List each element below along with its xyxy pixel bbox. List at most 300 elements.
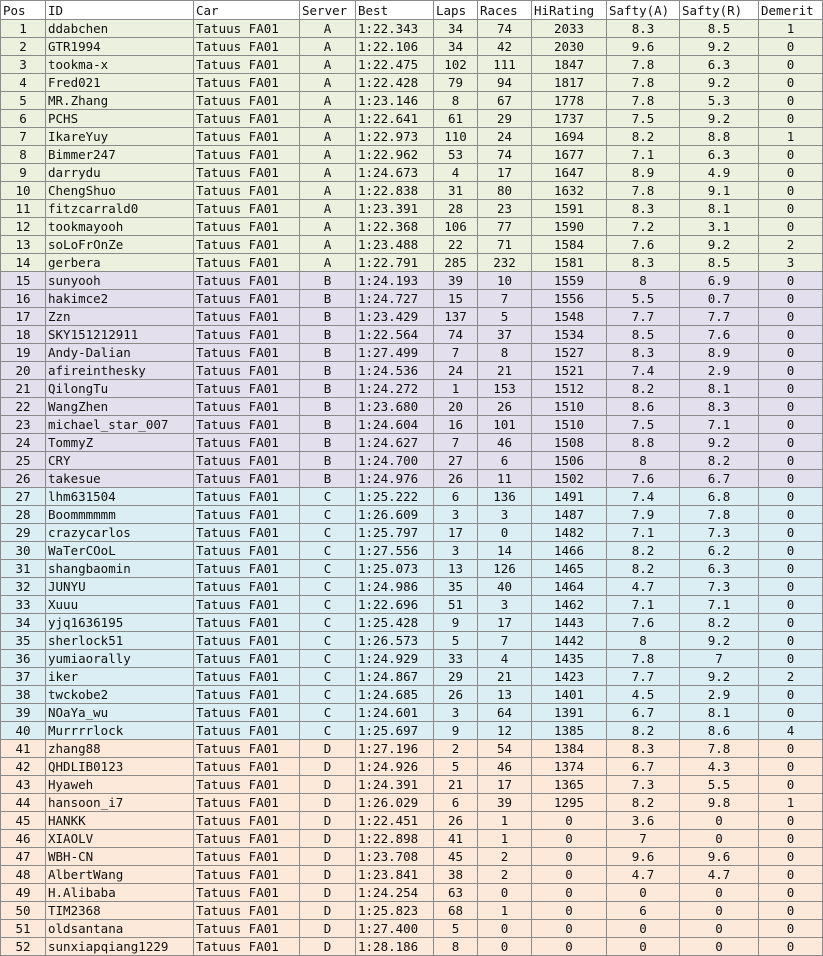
table-row bbox=[1, 938, 823, 956]
cell-demerit: 0 bbox=[759, 290, 823, 308]
cell-server: D bbox=[300, 812, 356, 830]
cell-demerit: 0 bbox=[759, 740, 823, 758]
table-row bbox=[1, 668, 823, 686]
cell-id: darrydu bbox=[46, 164, 194, 182]
cell-server: A bbox=[300, 20, 356, 38]
cell-hirating: 1487 bbox=[532, 506, 607, 524]
cell-demerit: 0 bbox=[759, 920, 823, 938]
cell-demerit: 0 bbox=[759, 38, 823, 56]
cell-server: B bbox=[300, 416, 356, 434]
cell-server: B bbox=[300, 290, 356, 308]
cell-pos: 3 bbox=[1, 56, 46, 74]
cell-safty-r: 9.2 bbox=[680, 110, 759, 128]
cell-server: A bbox=[300, 110, 356, 128]
cell-pos: 46 bbox=[1, 830, 46, 848]
cell-safty-r: 4.3 bbox=[680, 758, 759, 776]
cell-pos: 29 bbox=[1, 524, 46, 542]
cell-demerit: 0 bbox=[759, 614, 823, 632]
cell-laps: 20 bbox=[434, 398, 478, 416]
cell-races: 42 bbox=[478, 38, 532, 56]
cell-safty-a: 8 bbox=[607, 272, 680, 290]
cell-pos: 4 bbox=[1, 74, 46, 92]
cell-safty-a: 8.6 bbox=[607, 398, 680, 416]
cell-races: 17 bbox=[478, 164, 532, 182]
cell-demerit: 2 bbox=[759, 236, 823, 254]
cell-safty-r: 2.9 bbox=[680, 686, 759, 704]
cell-hirating: 1462 bbox=[532, 596, 607, 614]
cell-best: 1:24.976 bbox=[356, 470, 434, 488]
cell-id: Boommmmmm bbox=[46, 506, 194, 524]
table-row bbox=[1, 506, 823, 524]
cell-demerit: 0 bbox=[759, 452, 823, 470]
cell-best: 1:22.962 bbox=[356, 146, 434, 164]
cell-server: D bbox=[300, 848, 356, 866]
cell-id: michael_star_007 bbox=[46, 416, 194, 434]
cell-demerit: 0 bbox=[759, 110, 823, 128]
cell-laps: 74 bbox=[434, 326, 478, 344]
cell-best: 1:23.391 bbox=[356, 200, 434, 218]
cell-best: 1:27.556 bbox=[356, 542, 434, 560]
cell-car: Tatuus FA01 bbox=[194, 560, 300, 578]
cell-pos: 32 bbox=[1, 578, 46, 596]
cell-laps: 17 bbox=[434, 524, 478, 542]
cell-safty-a: 4.5 bbox=[607, 686, 680, 704]
cell-best: 1:25.428 bbox=[356, 614, 434, 632]
cell-hirating: 1442 bbox=[532, 632, 607, 650]
cell-laps: 29 bbox=[434, 668, 478, 686]
cell-car: Tatuus FA01 bbox=[194, 614, 300, 632]
table-row bbox=[1, 254, 823, 272]
cell-pos: 15 bbox=[1, 272, 46, 290]
cell-races: 29 bbox=[478, 110, 532, 128]
cell-races: 71 bbox=[478, 236, 532, 254]
cell-races: 2 bbox=[478, 866, 532, 884]
cell-pos: 13 bbox=[1, 236, 46, 254]
cell-demerit: 0 bbox=[759, 542, 823, 560]
cell-id: QilongTu bbox=[46, 380, 194, 398]
cell-safty-r: 4.9 bbox=[680, 164, 759, 182]
cell-hirating: 1581 bbox=[532, 254, 607, 272]
cell-pos: 37 bbox=[1, 668, 46, 686]
cell-races: 64 bbox=[478, 704, 532, 722]
cell-laps: 38 bbox=[434, 866, 478, 884]
cell-best: 1:24.627 bbox=[356, 434, 434, 452]
cell-hirating: 1556 bbox=[532, 290, 607, 308]
cell-safty-r: 9.6 bbox=[680, 848, 759, 866]
cell-server: A bbox=[300, 128, 356, 146]
cell-laps: 68 bbox=[434, 902, 478, 920]
cell-races: 17 bbox=[478, 776, 532, 794]
cell-id: yjq1636195 bbox=[46, 614, 194, 632]
cell-car: Tatuus FA01 bbox=[194, 470, 300, 488]
cell-safty-r: 7.8 bbox=[680, 506, 759, 524]
cell-id: WaTerCOoL bbox=[46, 542, 194, 560]
cell-laps: 51 bbox=[434, 596, 478, 614]
cell-car: Tatuus FA01 bbox=[194, 722, 300, 740]
cell-server: A bbox=[300, 254, 356, 272]
cell-server: D bbox=[300, 866, 356, 884]
table-row bbox=[1, 344, 823, 362]
cell-demerit: 3 bbox=[759, 254, 823, 272]
cell-races: 80 bbox=[478, 182, 532, 200]
cell-car: Tatuus FA01 bbox=[194, 758, 300, 776]
cell-demerit: 0 bbox=[759, 596, 823, 614]
cell-pos: 41 bbox=[1, 740, 46, 758]
cell-car: Tatuus FA01 bbox=[194, 794, 300, 812]
cell-hirating: 0 bbox=[532, 902, 607, 920]
cell-id: WBH-CN bbox=[46, 848, 194, 866]
cell-server: C bbox=[300, 524, 356, 542]
cell-demerit: 0 bbox=[759, 866, 823, 884]
cell-races: 3 bbox=[478, 506, 532, 524]
cell-laps: 7 bbox=[434, 434, 478, 452]
cell-id: afireinthesky bbox=[46, 362, 194, 380]
cell-best: 1:22.696 bbox=[356, 596, 434, 614]
cell-id: oldsantana bbox=[46, 920, 194, 938]
cell-hirating: 1534 bbox=[532, 326, 607, 344]
cell-safty-a: 8.3 bbox=[607, 344, 680, 362]
cell-best: 1:22.428 bbox=[356, 74, 434, 92]
cell-races: 7 bbox=[478, 632, 532, 650]
cell-id: tookmayooh bbox=[46, 218, 194, 236]
cell-pos: 2 bbox=[1, 38, 46, 56]
cell-safty-r: 6.9 bbox=[680, 272, 759, 290]
table-row bbox=[1, 38, 823, 56]
cell-races: 6 bbox=[478, 452, 532, 470]
table-row bbox=[1, 236, 823, 254]
cell-server: C bbox=[300, 578, 356, 596]
cell-races: 14 bbox=[478, 542, 532, 560]
table-row bbox=[1, 218, 823, 236]
cell-pos: 7 bbox=[1, 128, 46, 146]
cell-best: 1:25.823 bbox=[356, 902, 434, 920]
cell-demerit: 0 bbox=[759, 650, 823, 668]
table-row bbox=[1, 902, 823, 920]
table-row bbox=[1, 758, 823, 776]
cell-id: ddabchen bbox=[46, 20, 194, 38]
cell-safty-a: 6.7 bbox=[607, 758, 680, 776]
cell-demerit: 0 bbox=[759, 830, 823, 848]
cell-best: 1:26.573 bbox=[356, 632, 434, 650]
cell-best: 1:23.708 bbox=[356, 848, 434, 866]
cell-car: Tatuus FA01 bbox=[194, 632, 300, 650]
cell-safty-a: 8 bbox=[607, 632, 680, 650]
cell-safty-a: 0 bbox=[607, 920, 680, 938]
cell-best: 1:25.697 bbox=[356, 722, 434, 740]
cell-car: Tatuus FA01 bbox=[194, 920, 300, 938]
cell-safty-r: 7.1 bbox=[680, 416, 759, 434]
cell-safty-r: 6.8 bbox=[680, 488, 759, 506]
cell-car: Tatuus FA01 bbox=[194, 434, 300, 452]
cell-hirating: 1512 bbox=[532, 380, 607, 398]
cell-server: A bbox=[300, 218, 356, 236]
cell-races: 232 bbox=[478, 254, 532, 272]
cell-id: sherlock51 bbox=[46, 632, 194, 650]
cell-safty-a: 7.1 bbox=[607, 596, 680, 614]
cell-hirating: 1591 bbox=[532, 200, 607, 218]
cell-hirating: 1694 bbox=[532, 128, 607, 146]
cell-races: 74 bbox=[478, 146, 532, 164]
cell-server: A bbox=[300, 146, 356, 164]
cell-demerit: 0 bbox=[759, 92, 823, 110]
cell-safty-a: 7.6 bbox=[607, 614, 680, 632]
cell-server: B bbox=[300, 362, 356, 380]
cell-hirating: 1482 bbox=[532, 524, 607, 542]
cell-pos: 18 bbox=[1, 326, 46, 344]
cell-safty-r: 8.1 bbox=[680, 704, 759, 722]
header-best: Best bbox=[356, 1, 434, 20]
table-row bbox=[1, 920, 823, 938]
cell-hirating: 1817 bbox=[532, 74, 607, 92]
cell-car: Tatuus FA01 bbox=[194, 146, 300, 164]
cell-pos: 16 bbox=[1, 290, 46, 308]
cell-car: Tatuus FA01 bbox=[194, 506, 300, 524]
cell-safty-a: 8.2 bbox=[607, 380, 680, 398]
cell-server: C bbox=[300, 686, 356, 704]
cell-races: 0 bbox=[478, 884, 532, 902]
table-row bbox=[1, 812, 823, 830]
cell-safty-r: 2.9 bbox=[680, 362, 759, 380]
table-row bbox=[1, 884, 823, 902]
cell-server: C bbox=[300, 506, 356, 524]
cell-demerit: 0 bbox=[759, 470, 823, 488]
cell-hirating: 1401 bbox=[532, 686, 607, 704]
cell-id: H.Alibaba bbox=[46, 884, 194, 902]
table-row bbox=[1, 20, 823, 38]
cell-best: 1:22.973 bbox=[356, 128, 434, 146]
cell-demerit: 0 bbox=[759, 272, 823, 290]
table-row bbox=[1, 128, 823, 146]
cell-car: Tatuus FA01 bbox=[194, 380, 300, 398]
cell-best: 1:23.146 bbox=[356, 92, 434, 110]
cell-server: C bbox=[300, 632, 356, 650]
cell-laps: 39 bbox=[434, 272, 478, 290]
cell-car: Tatuus FA01 bbox=[194, 254, 300, 272]
cell-safty-a: 8.2 bbox=[607, 794, 680, 812]
cell-demerit: 4 bbox=[759, 722, 823, 740]
header-demerit: Demerit bbox=[759, 1, 823, 20]
cell-id: CRY bbox=[46, 452, 194, 470]
cell-laps: 53 bbox=[434, 146, 478, 164]
cell-laps: 21 bbox=[434, 776, 478, 794]
table-row bbox=[1, 434, 823, 452]
cell-demerit: 0 bbox=[759, 938, 823, 956]
table-row bbox=[1, 722, 823, 740]
cell-best: 1:24.926 bbox=[356, 758, 434, 776]
cell-server: D bbox=[300, 884, 356, 902]
cell-laps: 6 bbox=[434, 794, 478, 812]
table-row bbox=[1, 650, 823, 668]
cell-safty-a: 7.6 bbox=[607, 470, 680, 488]
cell-safty-r: 9.2 bbox=[680, 74, 759, 92]
header-safty-r: Safty(R) bbox=[680, 1, 759, 20]
cell-best: 1:22.368 bbox=[356, 218, 434, 236]
table-row bbox=[1, 182, 823, 200]
cell-server: C bbox=[300, 722, 356, 740]
cell-laps: 34 bbox=[434, 20, 478, 38]
cell-server: C bbox=[300, 704, 356, 722]
cell-server: C bbox=[300, 542, 356, 560]
cell-races: 77 bbox=[478, 218, 532, 236]
cell-safty-r: 7.7 bbox=[680, 308, 759, 326]
cell-car: Tatuus FA01 bbox=[194, 92, 300, 110]
cell-pos: 49 bbox=[1, 884, 46, 902]
cell-safty-r: 0 bbox=[680, 938, 759, 956]
cell-safty-a: 7.1 bbox=[607, 146, 680, 164]
table-row bbox=[1, 362, 823, 380]
cell-id: tookma-x bbox=[46, 56, 194, 74]
cell-hirating: 1295 bbox=[532, 794, 607, 812]
table-row bbox=[1, 578, 823, 596]
cell-id: AlbertWang bbox=[46, 866, 194, 884]
cell-races: 11 bbox=[478, 470, 532, 488]
cell-id: sunyooh bbox=[46, 272, 194, 290]
cell-demerit: 0 bbox=[759, 560, 823, 578]
cell-safty-r: 8.1 bbox=[680, 380, 759, 398]
cell-safty-a: 8.5 bbox=[607, 326, 680, 344]
cell-safty-r: 5.5 bbox=[680, 776, 759, 794]
cell-pos: 39 bbox=[1, 704, 46, 722]
cell-races: 54 bbox=[478, 740, 532, 758]
cell-best: 1:24.685 bbox=[356, 686, 434, 704]
cell-hirating: 0 bbox=[532, 938, 607, 956]
cell-best: 1:26.029 bbox=[356, 794, 434, 812]
cell-pos: 43 bbox=[1, 776, 46, 794]
cell-hirating: 1677 bbox=[532, 146, 607, 164]
cell-pos: 48 bbox=[1, 866, 46, 884]
cell-laps: 61 bbox=[434, 110, 478, 128]
table-row bbox=[1, 686, 823, 704]
cell-demerit: 0 bbox=[759, 344, 823, 362]
cell-pos: 33 bbox=[1, 596, 46, 614]
cell-car: Tatuus FA01 bbox=[194, 668, 300, 686]
cell-laps: 22 bbox=[434, 236, 478, 254]
header-id: ID bbox=[46, 1, 194, 20]
cell-laps: 1 bbox=[434, 380, 478, 398]
cell-server: B bbox=[300, 344, 356, 362]
cell-races: 39 bbox=[478, 794, 532, 812]
cell-car: Tatuus FA01 bbox=[194, 938, 300, 956]
cell-races: 0 bbox=[478, 524, 532, 542]
cell-demerit: 2 bbox=[759, 668, 823, 686]
cell-id: XIAOLV bbox=[46, 830, 194, 848]
cell-laps: 45 bbox=[434, 848, 478, 866]
cell-safty-a: 8.8 bbox=[607, 434, 680, 452]
cell-races: 21 bbox=[478, 362, 532, 380]
cell-safty-r: 7.8 bbox=[680, 740, 759, 758]
cell-races: 26 bbox=[478, 398, 532, 416]
cell-best: 1:23.429 bbox=[356, 308, 434, 326]
cell-laps: 63 bbox=[434, 884, 478, 902]
cell-id: ChengShuo bbox=[46, 182, 194, 200]
cell-server: D bbox=[300, 830, 356, 848]
cell-laps: 5 bbox=[434, 632, 478, 650]
cell-laps: 13 bbox=[434, 560, 478, 578]
cell-races: 111 bbox=[478, 56, 532, 74]
cell-safty-a: 6 bbox=[607, 902, 680, 920]
cell-races: 136 bbox=[478, 488, 532, 506]
cell-laps: 106 bbox=[434, 218, 478, 236]
cell-laps: 9 bbox=[434, 722, 478, 740]
table-row bbox=[1, 452, 823, 470]
cell-safty-r: 6.3 bbox=[680, 560, 759, 578]
cell-races: 1 bbox=[478, 812, 532, 830]
cell-pos: 35 bbox=[1, 632, 46, 650]
cell-best: 1:24.272 bbox=[356, 380, 434, 398]
cell-safty-r: 9.8 bbox=[680, 794, 759, 812]
cell-demerit: 1 bbox=[759, 794, 823, 812]
cell-safty-a: 9.6 bbox=[607, 848, 680, 866]
cell-hirating: 1527 bbox=[532, 344, 607, 362]
cell-safty-a: 7.6 bbox=[607, 236, 680, 254]
cell-hirating: 1548 bbox=[532, 308, 607, 326]
table-row bbox=[1, 110, 823, 128]
cell-best: 1:22.564 bbox=[356, 326, 434, 344]
cell-laps: 3 bbox=[434, 506, 478, 524]
cell-demerit: 0 bbox=[759, 416, 823, 434]
cell-server: A bbox=[300, 92, 356, 110]
cell-safty-a: 0 bbox=[607, 884, 680, 902]
cell-best: 1:25.222 bbox=[356, 488, 434, 506]
cell-car: Tatuus FA01 bbox=[194, 686, 300, 704]
cell-safty-r: 0 bbox=[680, 920, 759, 938]
header-laps: Laps bbox=[434, 1, 478, 20]
table-row bbox=[1, 614, 823, 632]
cell-demerit: 0 bbox=[759, 578, 823, 596]
cell-safty-r: 6.2 bbox=[680, 542, 759, 560]
cell-car: Tatuus FA01 bbox=[194, 596, 300, 614]
cell-server: B bbox=[300, 470, 356, 488]
table-row bbox=[1, 596, 823, 614]
cell-hirating: 1385 bbox=[532, 722, 607, 740]
cell-safty-r: 8.2 bbox=[680, 452, 759, 470]
cell-races: 2 bbox=[478, 848, 532, 866]
cell-demerit: 0 bbox=[759, 776, 823, 794]
cell-pos: 22 bbox=[1, 398, 46, 416]
cell-safty-a: 7.9 bbox=[607, 506, 680, 524]
cell-hirating: 1632 bbox=[532, 182, 607, 200]
cell-laps: 27 bbox=[434, 452, 478, 470]
cell-server: B bbox=[300, 308, 356, 326]
cell-server: A bbox=[300, 164, 356, 182]
cell-safty-r: 8.9 bbox=[680, 344, 759, 362]
cell-id: crazycarlos bbox=[46, 524, 194, 542]
cell-pos: 47 bbox=[1, 848, 46, 866]
cell-demerit: 0 bbox=[759, 326, 823, 344]
cell-safty-a: 6.7 bbox=[607, 704, 680, 722]
cell-laps: 102 bbox=[434, 56, 478, 74]
cell-laps: 15 bbox=[434, 290, 478, 308]
cell-laps: 33 bbox=[434, 650, 478, 668]
cell-car: Tatuus FA01 bbox=[194, 902, 300, 920]
cell-server: B bbox=[300, 326, 356, 344]
cell-demerit: 0 bbox=[759, 506, 823, 524]
cell-car: Tatuus FA01 bbox=[194, 452, 300, 470]
cell-pos: 8 bbox=[1, 146, 46, 164]
cell-id: WangZhen bbox=[46, 398, 194, 416]
cell-car: Tatuus FA01 bbox=[194, 776, 300, 794]
cell-demerit: 0 bbox=[759, 902, 823, 920]
cell-server: D bbox=[300, 920, 356, 938]
cell-id: twckobe2 bbox=[46, 686, 194, 704]
cell-pos: 36 bbox=[1, 650, 46, 668]
cell-id: JUNYU bbox=[46, 578, 194, 596]
header-hirating: HiRating bbox=[532, 1, 607, 20]
cell-server: A bbox=[300, 74, 356, 92]
cell-id: Murrrrlock bbox=[46, 722, 194, 740]
table-row bbox=[1, 56, 823, 74]
cell-server: B bbox=[300, 398, 356, 416]
